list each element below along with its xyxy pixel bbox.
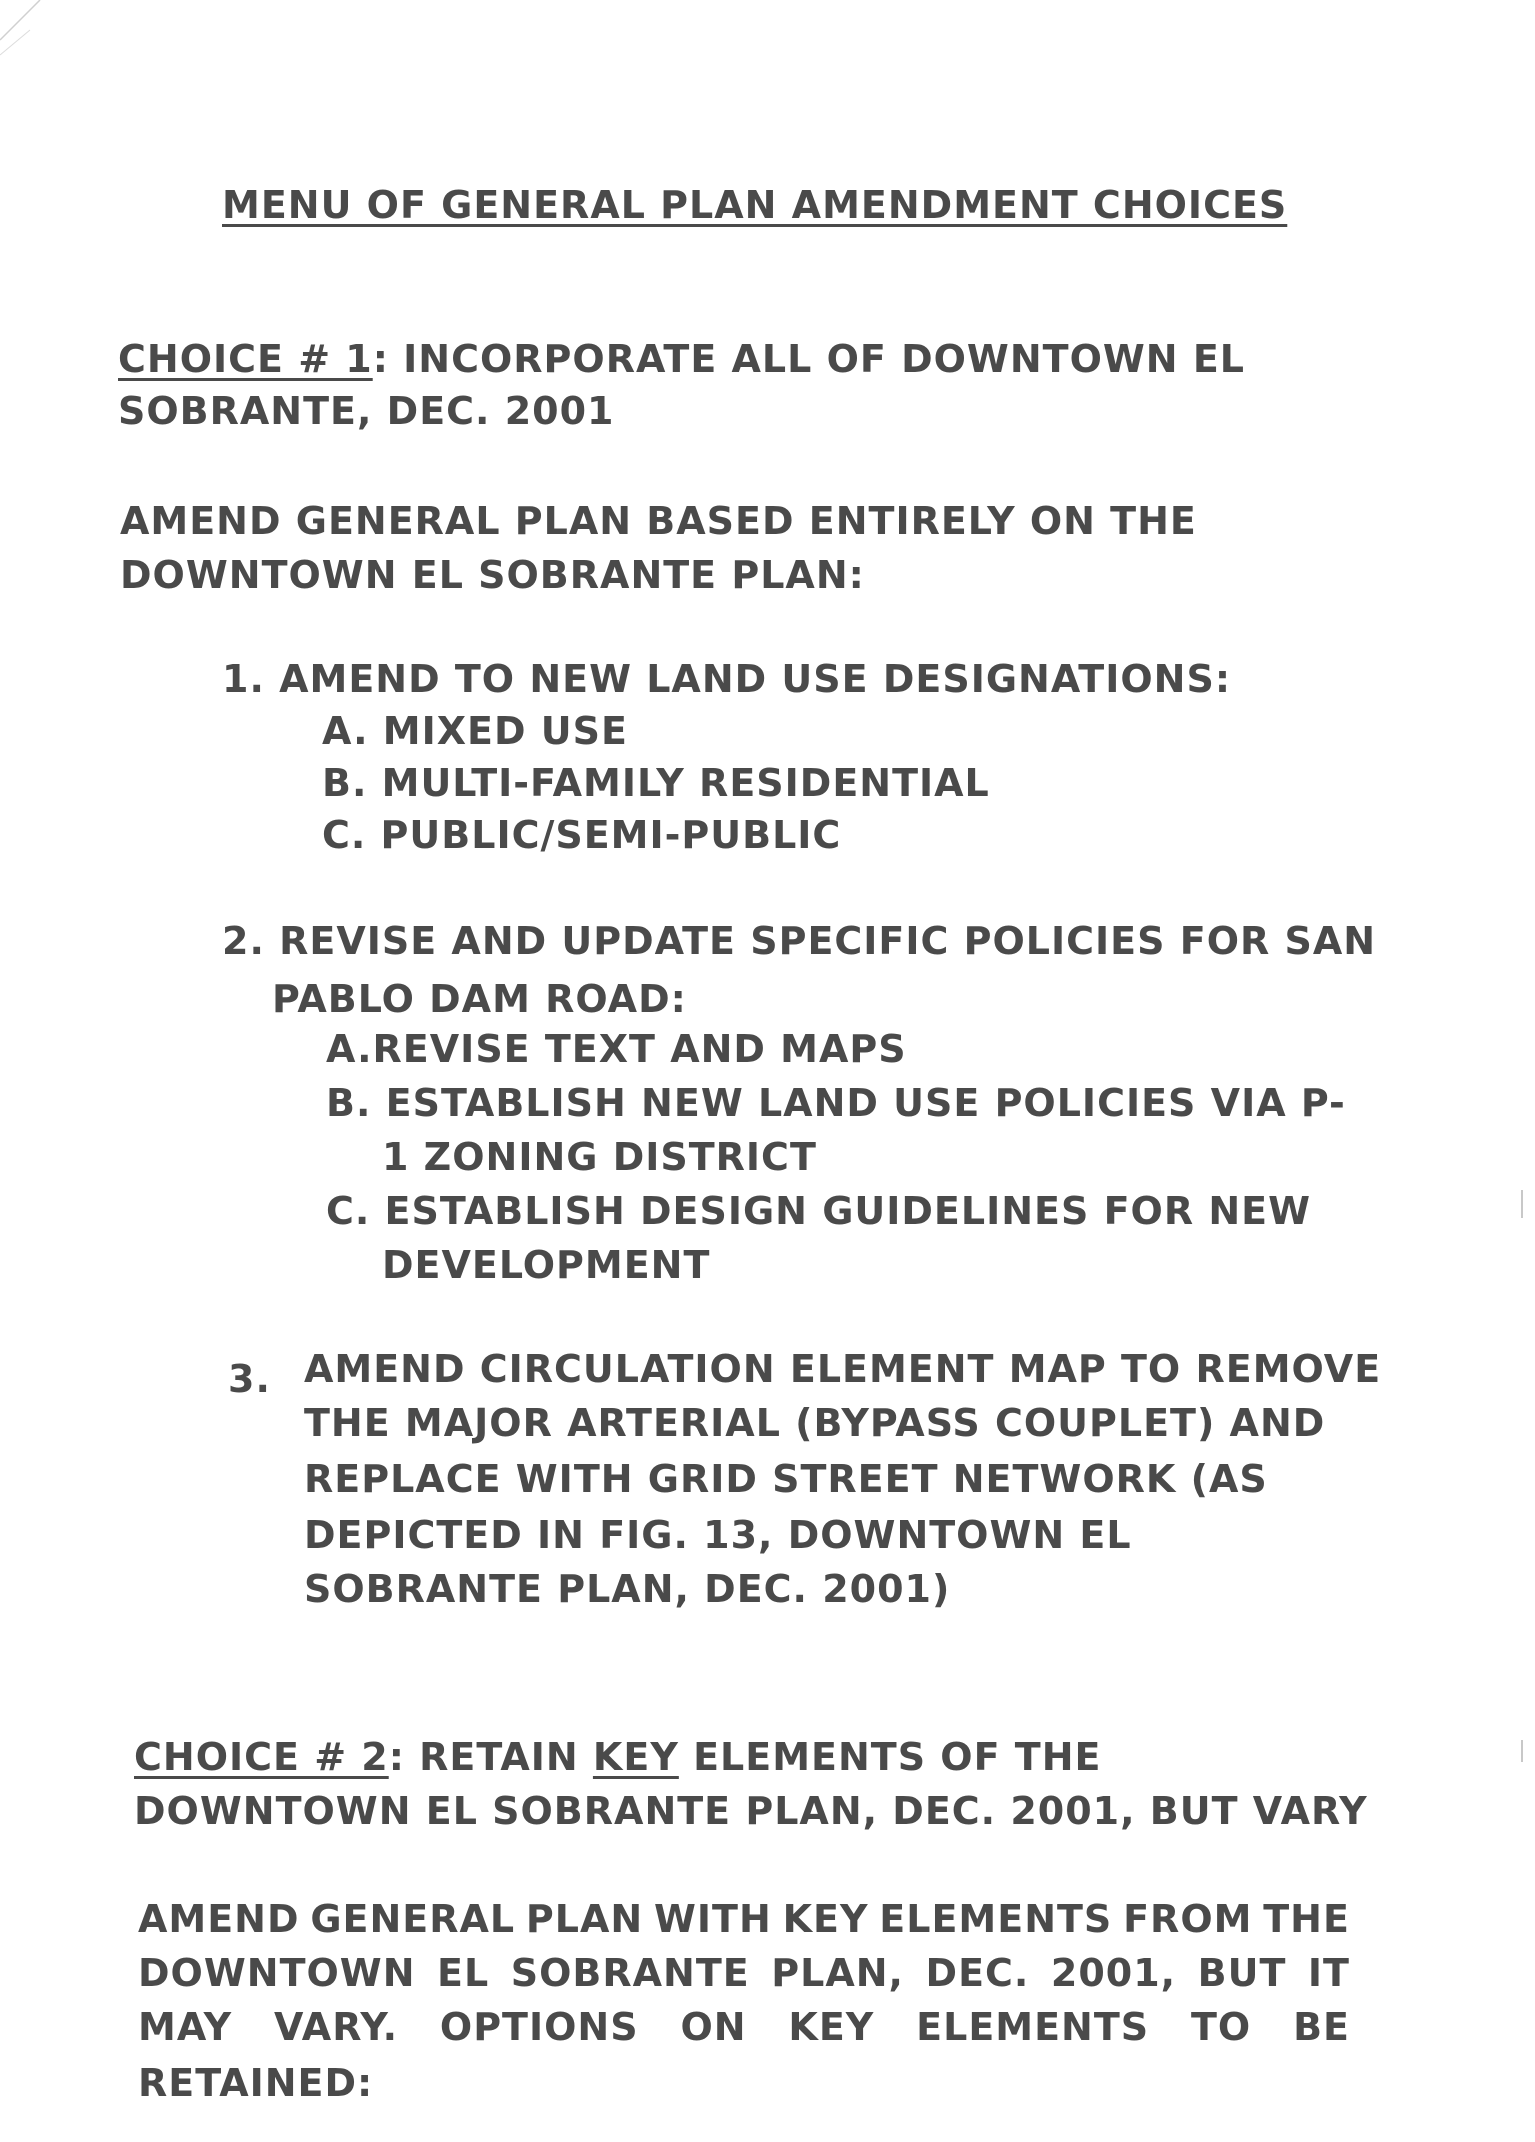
word: 2001, xyxy=(1050,1951,1177,1995)
choice-1-item-2-sub-a: A.REVISE TEXT AND MAPS xyxy=(326,1027,907,1071)
word: KEY xyxy=(788,2005,875,2049)
choice-1-item-2-line2: PABLO DAM ROAD: xyxy=(272,977,687,1021)
scan-edge-mark xyxy=(1521,1190,1523,1218)
word: WITH xyxy=(654,1897,772,1941)
choice-2-heading xyxy=(134,1735,1102,1779)
choice-1-item-3-number: 3. xyxy=(228,1357,271,1401)
choice-1-item-1-sub-c: C. PUBLIC/SEMI-PUBLIC xyxy=(322,813,842,857)
word: DOWNTOWN xyxy=(138,1951,416,1995)
choice-1-item-2-line1: 2. REVISE AND UPDATE SPECIFIC POLICIES FOR SAN xyxy=(222,919,1377,963)
word: TO xyxy=(1191,2005,1252,2049)
choice-2-heading-text: : RETAIN xyxy=(388,1735,593,1779)
choice-1-item-3-line3: REPLACE WITH GRID STREET NETWORK (AS xyxy=(304,1457,1268,1501)
word: IT xyxy=(1307,1951,1350,1995)
choice-2-label: CHOICE # 2 xyxy=(134,1735,389,1779)
word: FROM xyxy=(1123,1897,1253,1941)
choice-1-item-2-sub-c-line2: DEVELOPMENT xyxy=(382,1243,711,1287)
choice-1-intro-line2: DOWNTOWN EL SOBRANTE PLAN: xyxy=(120,553,865,597)
choice-2-intro-line2 xyxy=(138,1951,1350,1995)
word: ELEMENTS xyxy=(916,2005,1150,2049)
choice-1-item-2-sub-b-line2: 1 ZONING DISTRICT xyxy=(382,1135,817,1179)
word: OPTIONS xyxy=(439,2005,639,2049)
word: PLAN xyxy=(525,1897,644,1941)
choice-2-intro-line3 xyxy=(138,2005,1350,2049)
choice-1-item-3-line2: THE MAJOR ARTERIAL (BYPASS COUPLET) AND xyxy=(304,1401,1326,1445)
choice-2-heading-line2: DOWNTOWN EL SOBRANTE PLAN, DEC. 2001, BUT VARY xyxy=(134,1789,1368,1833)
word: DEC. xyxy=(925,1951,1030,1995)
word: GENERAL xyxy=(310,1897,516,1941)
choice-1-item-3-line5: SOBRANTE PLAN, DEC. 2001) xyxy=(304,1567,951,1611)
choice-1-item-1-sub-a: A. MIXED USE xyxy=(322,709,628,753)
choice-1-item-3-line1: AMEND CIRCULATION ELEMENT MAP TO REMOVE xyxy=(304,1347,1382,1391)
choice-1-intro-line1: AMEND GENERAL PLAN BASED ENTIRELY ON THE xyxy=(120,499,1197,543)
choice-2-key-word: KEY xyxy=(592,1735,679,1779)
word: BE xyxy=(1293,2005,1350,2049)
document-title: MENU OF GENERAL PLAN AMENDMENT CHOICES xyxy=(222,183,1288,227)
word: ELEMENTS xyxy=(879,1897,1113,1941)
word: VARY. xyxy=(273,2005,399,2049)
choice-1-item-2-sub-b-line1: B. ESTABLISH NEW LAND USE POLICIES VIA P- xyxy=(326,1081,1346,1125)
choice-1-heading xyxy=(118,337,1245,381)
scan-corner-mark xyxy=(0,0,60,90)
word: BUT xyxy=(1197,1951,1287,1995)
choice-1-item-2-sub-c-line1: C. ESTABLISH DESIGN GUIDELINES FOR NEW xyxy=(326,1189,1312,1233)
word: ON xyxy=(680,2005,747,2049)
choice-1-heading-text: : INCORPORATE ALL OF DOWNTOWN EL xyxy=(372,337,1245,381)
choice-1-label: CHOICE # 1 xyxy=(118,337,373,381)
choice-2-intro-line4: RETAINED: xyxy=(138,2061,374,2105)
word: MAY xyxy=(138,2005,233,2049)
choice-1-item-1: 1. AMEND TO NEW LAND USE DESIGNATIONS: xyxy=(222,657,1232,701)
choice-2-heading-rest: ELEMENTS OF THE xyxy=(678,1735,1102,1779)
word: EL xyxy=(437,1951,490,1995)
word: AMEND xyxy=(138,1897,300,1941)
word: SOBRANTE xyxy=(510,1951,750,1995)
word: THE xyxy=(1263,1897,1350,1941)
choice-1-item-1-sub-b: B. MULTI-FAMILY RESIDENTIAL xyxy=(322,761,990,805)
choice-2-intro-line1 xyxy=(138,1897,1350,1941)
choice-1-item-3-line4: DEPICTED IN FIG. 13, DOWNTOWN EL xyxy=(304,1513,1132,1557)
word: KEY xyxy=(782,1897,869,1941)
word: PLAN, xyxy=(771,1951,904,1995)
scan-edge-mark xyxy=(1521,1740,1523,1762)
choice-1-heading-line2: SOBRANTE, DEC. 2001 xyxy=(118,389,615,433)
